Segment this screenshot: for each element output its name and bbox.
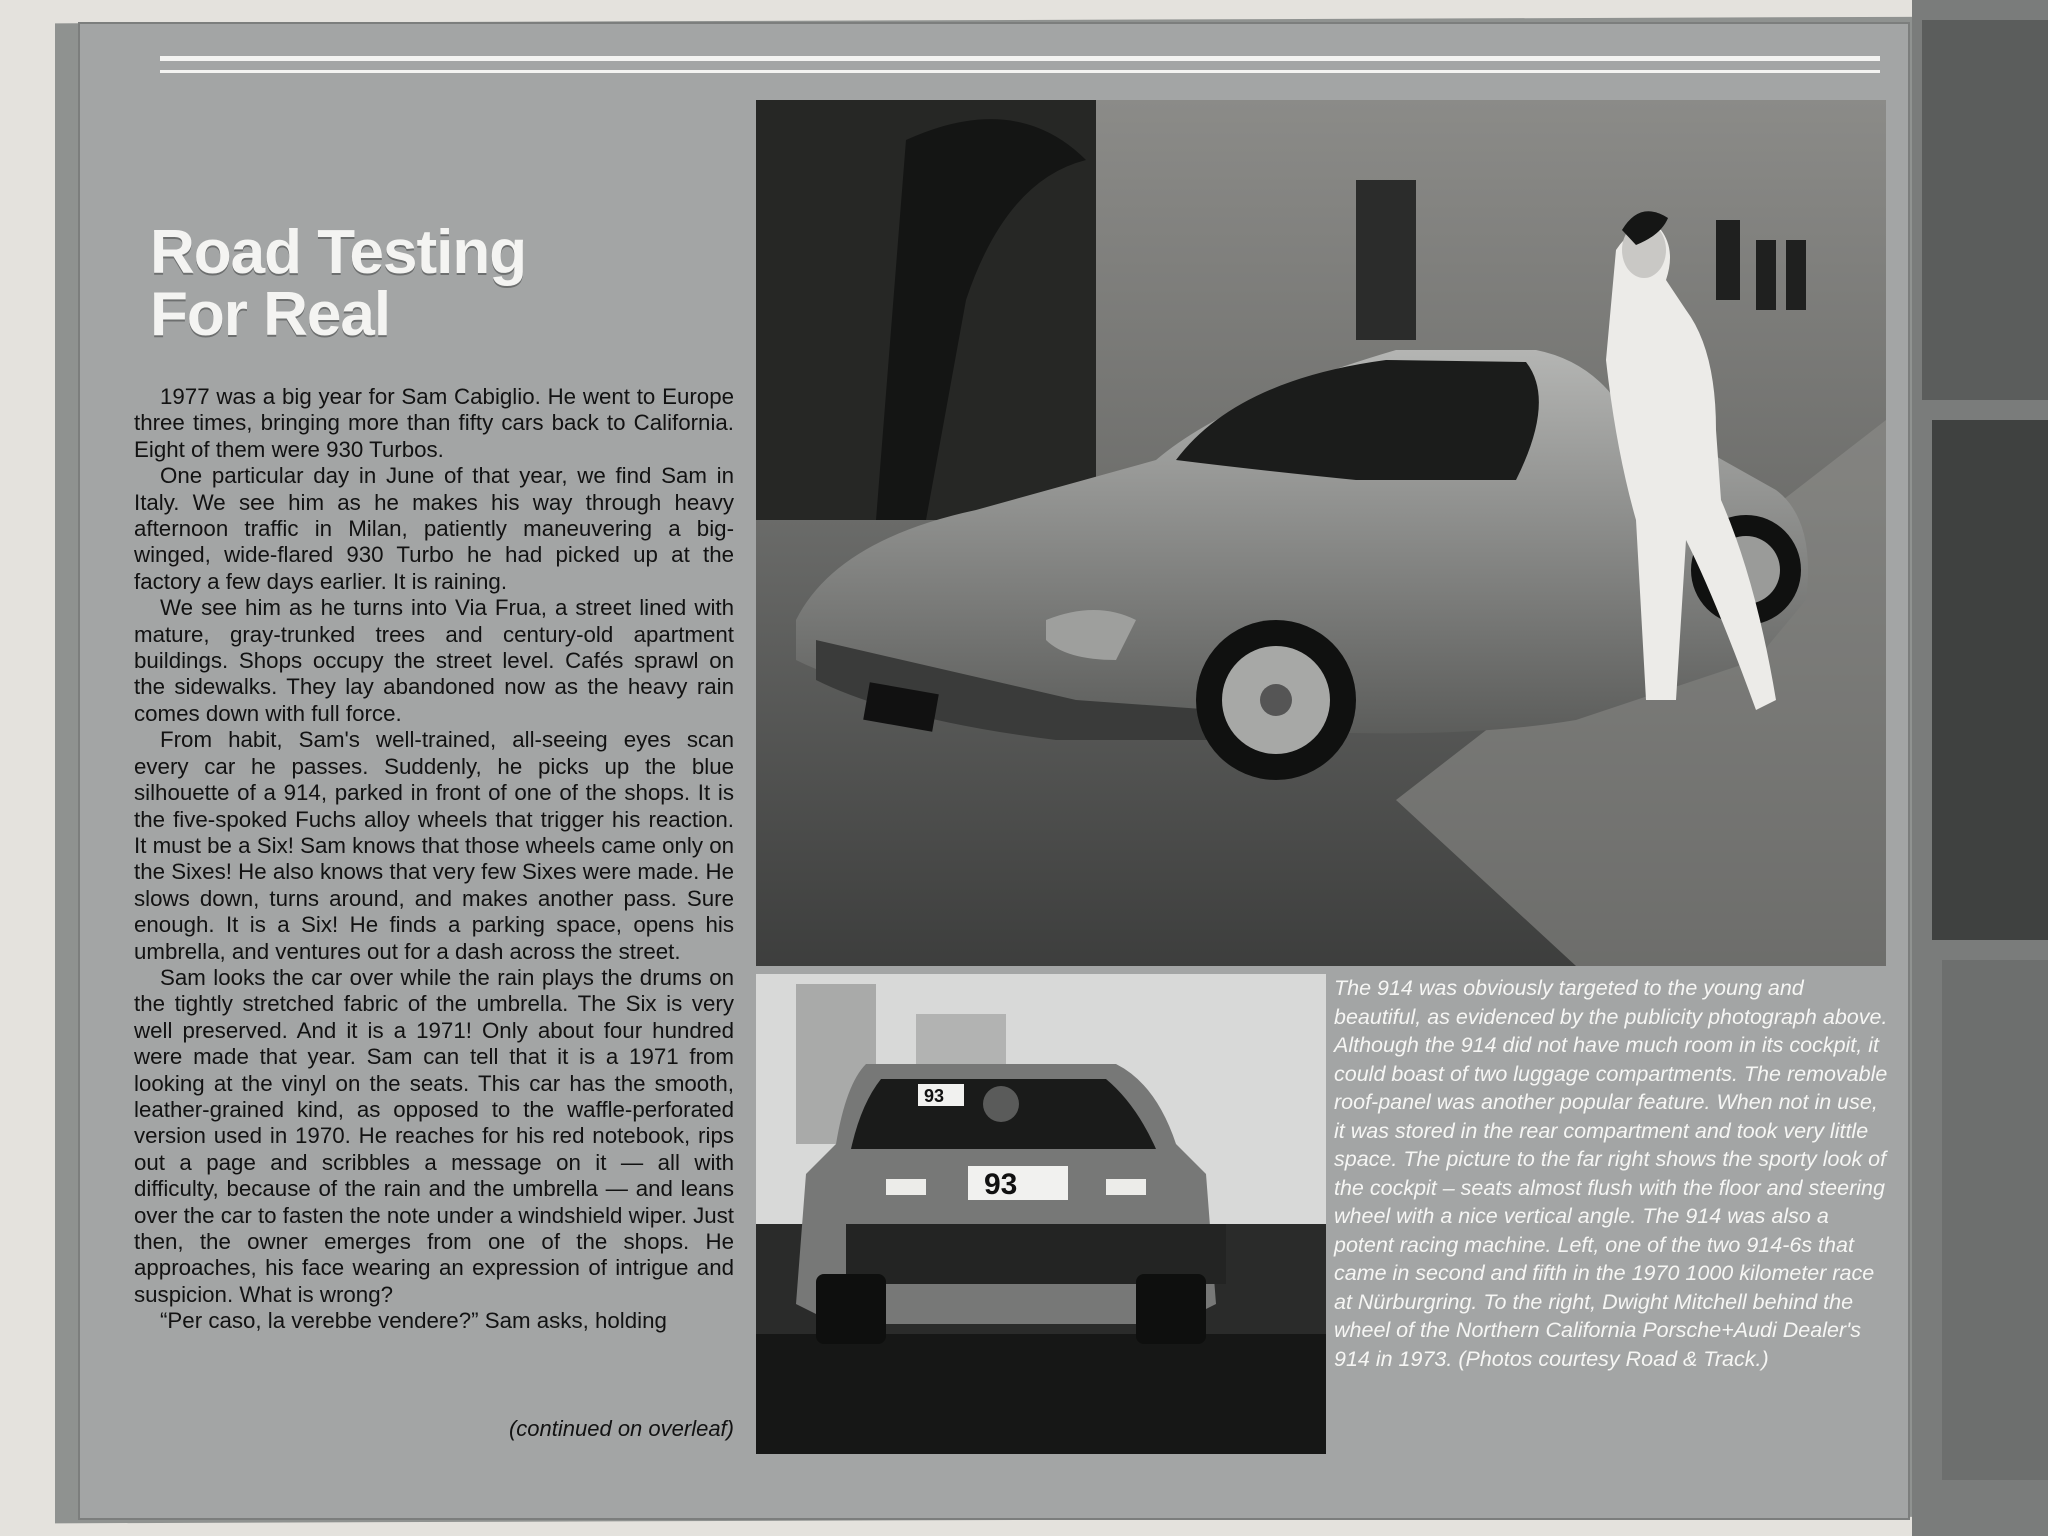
publicity-photo-illustration bbox=[756, 100, 1886, 966]
paragraph: “Per caso, la verebbe vendere?” Sam asks, holding bbox=[160, 1308, 667, 1334]
paragraph: We see him as he turns into Via Frua, a street lined with mature, gray-trunked trees and century-old apartment buildings. Shops occupy the street level. Cafés sprawl on the sidewalks. They lay abandoned now as the heavy rain comes down with full force. bbox=[134, 595, 734, 726]
header-rule-thin bbox=[160, 70, 1880, 73]
paragraph: Sam looks the car over while the rain plays the drums on the tightly stretched fabric of the umbrella. The Six is very well preserved. And it is a 1971! Only about four hundred were made that year. Sam can tell that it is a 1971 from looking at the vinyl on the seats. This car has the smooth, leather-grained kind, as opposed to the waffle-perforated version used in 1970. He reaches for his red notebook, rips out a page and scribbles a message on it — all with difficulty, because of the rain and the umbrella — and leans over the car to fasten the note under a windshield wiper. Just then, the owner emerges from one of the shops. He approaches, his face wearing an expression of intrigue and suspicion. What is wrong? bbox=[134, 964, 734, 1307]
facing-page-edge bbox=[1912, 0, 2048, 1536]
article-body bbox=[134, 384, 734, 1335]
publicity-photo bbox=[756, 100, 1886, 966]
article-title bbox=[150, 218, 710, 349]
race-photo bbox=[756, 974, 1326, 1454]
title-line-1: Road Testing bbox=[150, 218, 527, 287]
photo-caption: The 914 was obviously targeted to the young and beautiful, as evidenced by the publicity photograph above. Although the 914 did not have much room in its cockpit, it could boast of two luggage compartments. The removable roof-panel was another popular feature. When not in use, it was stored in the rear compartment and took very little space. The picture to the far right shows the sporty look of the cockpit – seats almost flush with the floor and steering wheel with a nice vertical angle. The 914 was also a potent racing machine. Left, one of the two 914-6s that came in second and fifth in the 1970 1000 kilometer race at Nürburgring. To the right, Dwight Mitchell behind the wheel of the Northern California Porsche+Audi Dealer's 914 in 1973. (Photos courtesy Road & Track.) bbox=[1334, 976, 1888, 1371]
race-number-plate bbox=[968, 1166, 1068, 1200]
paragraph: One particular day in June of that year, we find Sam in Italy. We see him as he makes his way through heavy afternoon traffic in Milan, patiently maneuvering a big-winged, wide-flared 930 Turbo he had picked up at the factory a few days earlier. It is raining. bbox=[134, 463, 734, 594]
race-photo-illustration bbox=[756, 974, 1326, 1454]
race-number: 93 bbox=[984, 1168, 1018, 1201]
paragraph: From habit, Sam's well-trained, all-seeing eyes scan every car he passes. Suddenly, he picks up the blue silhouette of a 914, parked in front of one of the shops. It is the five-spoked Fuchs alloy wheels that trigger his reaction. It must be a Six! Sam knows that those wheels came only on the Sixes! He also knows that very few Sixes were made. He slows down, turns around, and makes another pass. Sure enough. It is a Six! He finds a parking space, opens his umbrella, and ventures out for a dash across the street. bbox=[134, 727, 734, 964]
continued-note: (continued on overleaf) bbox=[508, 1416, 734, 1441]
facing-page-photo bbox=[1912, 0, 2048, 1536]
magazine-page bbox=[78, 22, 1910, 1520]
paragraph: 1977 was a big year for Sam Cabiglio. He went to Europe three times, bringing more than fifty cars back to California. Eight of them were 930 Turbos. bbox=[134, 384, 734, 462]
title-line-2: For Real bbox=[150, 280, 391, 349]
header-rule bbox=[160, 56, 1880, 61]
race-number-small: 93 bbox=[924, 1086, 945, 1106]
